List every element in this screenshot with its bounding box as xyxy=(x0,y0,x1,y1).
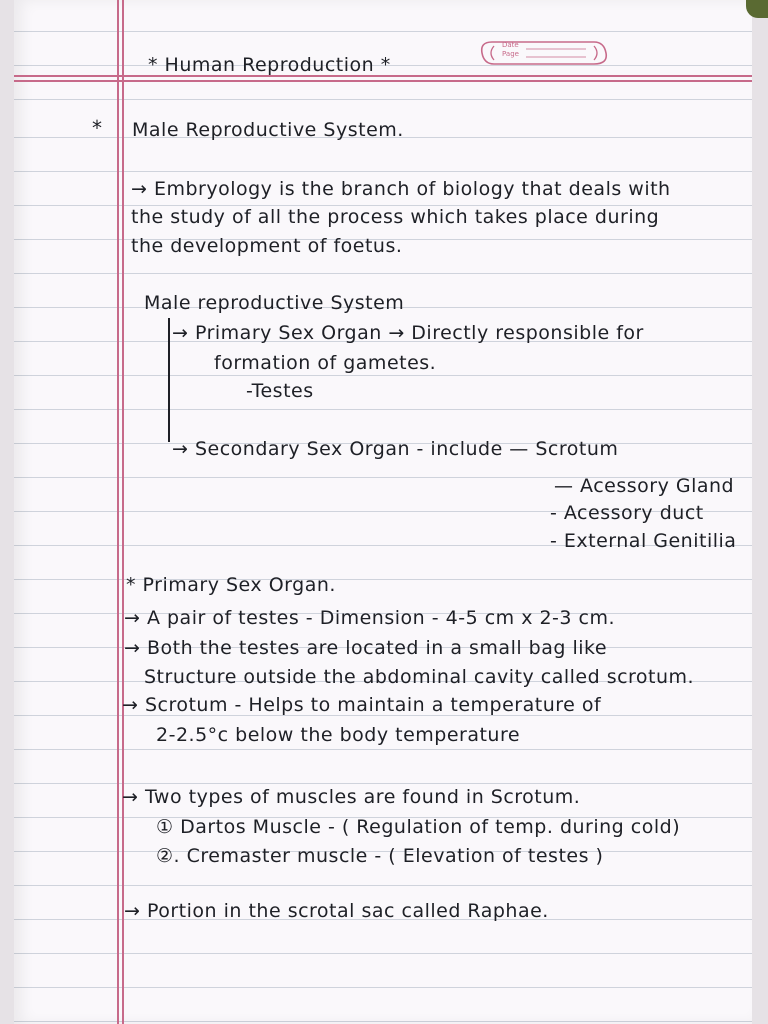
text-line: Structure outside the abdominal cavity called scrotum. xyxy=(144,666,695,688)
page-title: * Human Reproduction * xyxy=(148,54,391,76)
text-line: formation of gametes. xyxy=(214,352,437,374)
text-line: → Scrotum - Helps to maintain a temperature of xyxy=(122,694,602,716)
tree-secondary-organ: → Secondary Sex Organ - include — Scrotum xyxy=(172,438,619,460)
tree-root-label: Male reproductive System xyxy=(144,292,405,314)
section-heading-male-system: Male Reproductive System. xyxy=(132,119,404,141)
header-rule-bottom xyxy=(14,80,752,82)
text-line: → A pair of testes - Dimension - 4-5 cm x 2-3 cm. xyxy=(124,607,616,629)
text-line: → Both the testes are located in a small bag like xyxy=(124,637,608,659)
text-line: the study of all the process which takes place during xyxy=(131,206,660,228)
list-item: - External Genitilia xyxy=(550,530,737,552)
margin-line-left xyxy=(117,0,119,1024)
date-label: Date xyxy=(502,41,519,49)
text-line: the development of foetus. xyxy=(131,235,403,257)
text-line: 2-2.5°c below the body temperature xyxy=(156,724,521,746)
list-item: ① Dartos Muscle - ( Regulation of temp. during cold) xyxy=(156,816,681,838)
section-heading-primary-organ: * Primary Sex Organ. xyxy=(126,574,336,596)
scroll-stamp-icon xyxy=(478,36,610,70)
page-label: Page xyxy=(502,50,519,58)
section-bullet: * xyxy=(92,116,103,140)
text-line: → Embryology is the branch of biology that deals with xyxy=(131,178,671,200)
text-line: -Testes xyxy=(246,380,314,402)
date-page-stamp xyxy=(478,36,610,70)
list-item: ②. Cremaster muscle - ( Elevation of testes ) xyxy=(156,845,604,867)
text-line: → Two types of muscles are found in Scrotum. xyxy=(122,786,581,808)
list-item: - Acessory duct xyxy=(550,502,704,524)
list-item: — Acessory Gland xyxy=(554,475,735,497)
margin-line-right xyxy=(122,0,124,1024)
tree-branch-vertical xyxy=(168,318,170,442)
text-line: → Portion in the scrotal sac called Raphae. xyxy=(124,900,549,922)
tree-primary-organ: → Primary Sex Organ → Directly responsible for xyxy=(172,322,644,344)
